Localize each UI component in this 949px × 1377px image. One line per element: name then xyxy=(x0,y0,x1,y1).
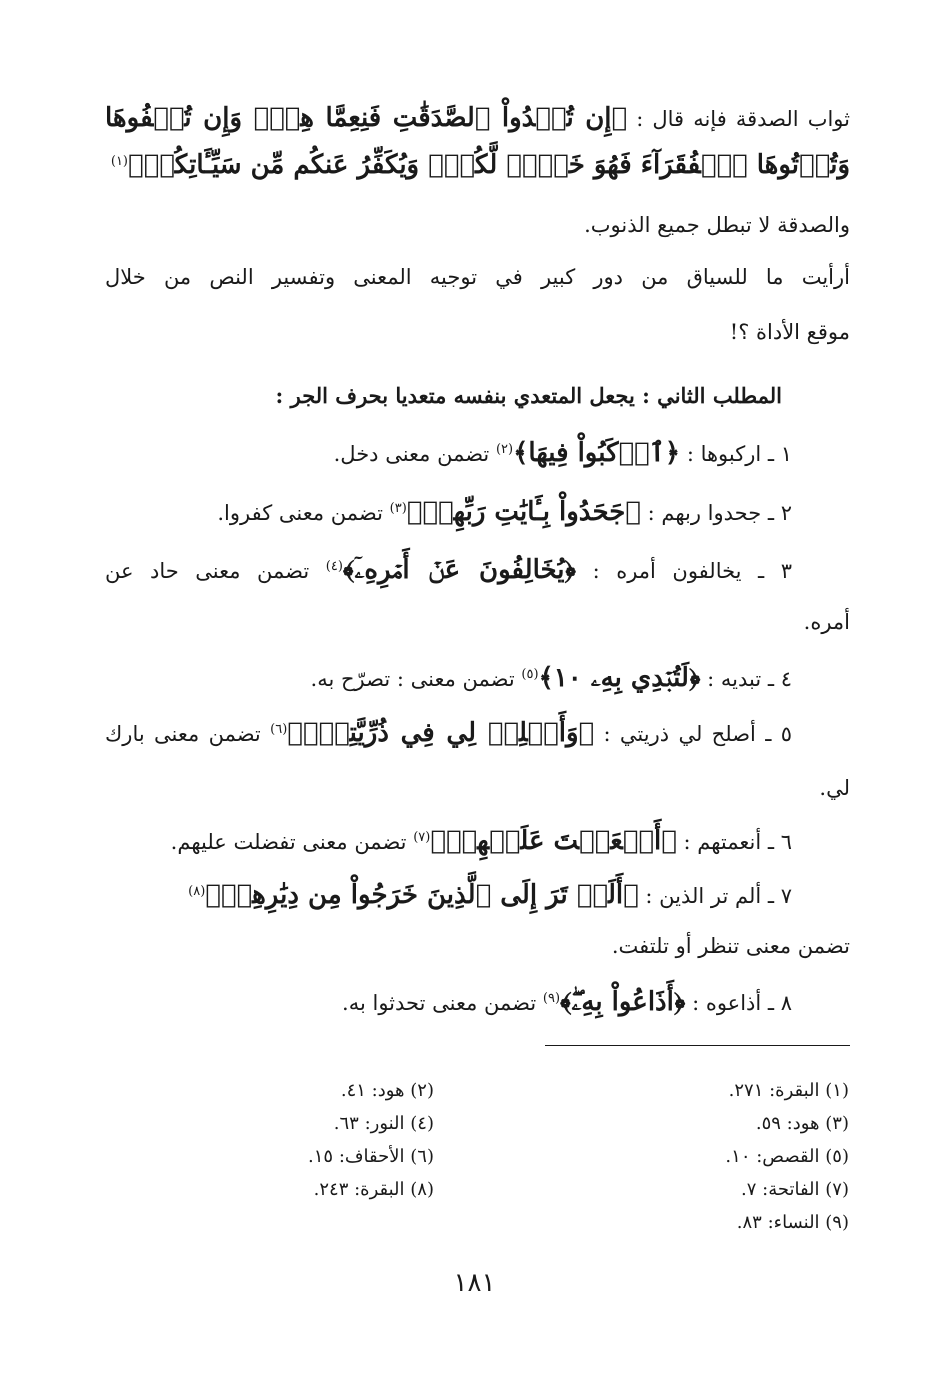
item-lead: ٦ ـ أنعمتهم : xyxy=(683,830,792,854)
list-item xyxy=(105,663,850,694)
paragraph-2-line-1: أرأيت ما للسياق من دور كبير في توجيه المعنى وتفسير النص من خلال xyxy=(105,265,850,289)
quran-verse: ﴿أَلَمۡ تَرَ إِلَى ٱلَّذِينَ خَرَجُواْ مِن دِيَٰرِهِمۡ﴾ xyxy=(205,880,639,910)
paragraph-2-line-2: موقع الأداة ؟! xyxy=(729,320,850,344)
quran-verse: وَتُؤۡتُوهَا ٱلۡفُقَرَآءَ فَهُوَ خَيۡرٞ لَّكُمۡۚ وَيُكَفِّرُ عَنكُم مِّن سَيِّـَٔاتِكُمۡ﴾ xyxy=(128,150,850,180)
footnote: (٧) الفاتحة: ٧. xyxy=(741,1179,849,1200)
item-tail: تضمن معنى تحدثوا به. xyxy=(342,991,537,1015)
paragraph-lead: ثواب الصدقة فإنه قال : xyxy=(636,107,850,131)
footnote: (٨) البقرة: ٢٤٣. xyxy=(313,1179,434,1200)
footnote-ref: (١) xyxy=(110,154,128,169)
footnote: (٤) النور: ٦٣. xyxy=(333,1113,434,1134)
list-item xyxy=(105,826,850,856)
footnote-ref: (٧) xyxy=(413,830,431,845)
item-lead: ٢ ـ جحدوا ربهم : xyxy=(647,501,792,525)
list-item-continuation: تضمن معنى تنظر أو تلتفت. xyxy=(611,934,850,958)
quran-verse: ﴿إِن تُبۡدُواْ ٱلصَّدَقَٰتِ فَنِعِمَّا هِيَۖ وَإِن تُخۡفُوهَا xyxy=(105,103,628,133)
footnote-ref: (٨) xyxy=(188,884,206,899)
item-lead: ٣ ـ يخالفون أمره : xyxy=(592,559,792,583)
list-item xyxy=(105,497,850,527)
list-item-continuation: لي. xyxy=(819,776,850,800)
footnotes-left-column xyxy=(204,1080,434,1212)
footnote: (٣) هود: ٥٩. xyxy=(755,1113,849,1134)
footnote-ref: (٩) xyxy=(542,991,561,1006)
footnote-ref: (٥) xyxy=(521,667,539,682)
item-tail: تضمن معنى تفضلت عليهم. xyxy=(170,830,407,854)
item-tail: تضمن معنى : تصرّح به. xyxy=(310,667,515,691)
footnote: (٦) الأحقاف: ١٥. xyxy=(308,1146,434,1167)
item-tail: تضمن معنى دخل. xyxy=(333,442,490,466)
footnote: (٩) النساء: ٨٣. xyxy=(736,1212,849,1233)
paragraph-1-line-2 xyxy=(105,150,850,180)
list-item xyxy=(105,987,850,1018)
footnotes-right-column xyxy=(599,1080,849,1245)
quran-verse: ﴿وَأَصۡلِحۡ لِي فِي ذُرِّيَّتِيٓۖ﴾ xyxy=(287,718,595,748)
footnote: (١) البقرة: ٢٧١. xyxy=(728,1080,849,1101)
footnote-ref: (٢) xyxy=(495,442,514,457)
list-item xyxy=(105,555,850,586)
quran-verse: ﴿ٱرۡكَبُواْ فِيهَا﴾ xyxy=(513,438,681,468)
item-lead: ٨ ـ أذاعوه : xyxy=(692,991,792,1015)
quran-verse: ﴿لَتُبۡدِي بِهِۦ ١٠﴾ xyxy=(538,663,701,693)
section-heading: المطلب الثاني : يجعل المتعدي بنفسه متعديا بحرف الجر : xyxy=(275,383,782,408)
quran-verse: ﴿أَذَاعُواْ بِهِۦۖ﴾ xyxy=(560,987,686,1017)
quran-verse: ﴿يُخَالِفُونَ عَنۡ أَمۡرِهِۦٓ﴾ xyxy=(342,555,577,585)
quran-verse: ﴿أَنۡعَمۡتَ عَلَيۡهِمۡ﴾ xyxy=(430,826,677,856)
item-tail: تضمن معنى حاد عن xyxy=(105,559,310,583)
item-lead: ١ ـ اركبوها : xyxy=(686,442,792,466)
quran-verse: ﴿جَحَدُواْ بِـَٔايَٰتِ رَبِّهِمۡ﴾ xyxy=(406,497,641,527)
footnote: (٥) القصص: ١٠. xyxy=(725,1146,849,1167)
list-item xyxy=(105,718,850,748)
list-item xyxy=(105,880,850,910)
item-tail: تضمن معنى بارك xyxy=(105,722,261,746)
footnote-ref: (٤) xyxy=(325,559,343,574)
footnote-ref: (٦) xyxy=(270,722,288,737)
footnote: (٢) هود: ٤١. xyxy=(340,1080,434,1101)
item-lead: ٥ ـ أصلح لي ذريتي : xyxy=(603,722,792,746)
item-lead: ٤ ـ تبديه : xyxy=(707,667,792,691)
list-item xyxy=(105,438,850,468)
item-tail: تضمن معنى كفروا. xyxy=(217,501,383,525)
item-lead: ٧ ـ ألم تر الذين : xyxy=(645,884,792,908)
paragraph-1-line-3: والصدقة لا تبطل جميع الذنوب. xyxy=(584,213,850,237)
main-text xyxy=(105,0,850,1040)
list-item-continuation: أمره. xyxy=(803,610,850,634)
footnote-ref: (٣) xyxy=(389,501,407,516)
paragraph-1-line-1 xyxy=(105,103,850,133)
page-number: ١٨١ xyxy=(453,1268,496,1298)
footnote-divider xyxy=(545,1045,850,1046)
